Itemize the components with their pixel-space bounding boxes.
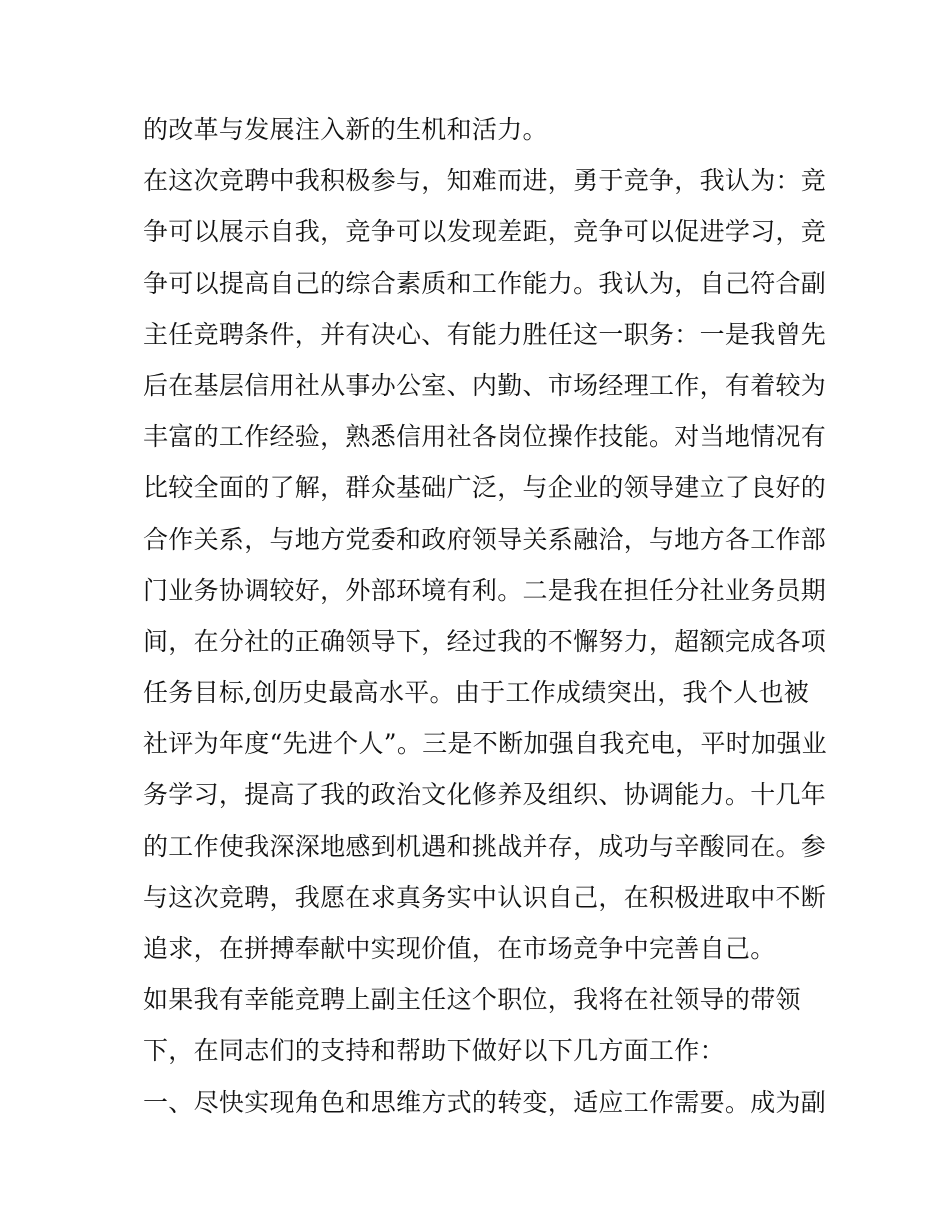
text-line: 下，在同志们的支持和帮助下做好以下几方面工作： bbox=[143, 1036, 725, 1066]
document-body bbox=[143, 104, 827, 1128]
text-line: 主任竞聘条件，并有决心、有能力胜任这一职务：一是我曾先 bbox=[143, 319, 827, 349]
text-line: 任务目标,创历史最高水平。由于工作成绩突出，我个人也被 bbox=[143, 678, 810, 708]
text-line: 的改革与发展注入新的生机和活力。 bbox=[143, 115, 548, 144]
text-line: 与这次竞聘，我愿在求真务实中认识自己，在积极进取中不断 bbox=[143, 882, 827, 912]
text-line: 在这次竞聘中我积极参与，知难而进，勇于竞争，我认为：竞 bbox=[143, 166, 827, 196]
text-line: 合作关系，与地方党委和政府领导关系融洽，与地方各工作部 bbox=[143, 524, 827, 554]
text-line: 的工作使我深深地感到机遇和挑战并存，成功与辛酸同在。参 bbox=[143, 831, 827, 861]
text-line: 社评为年度“先进个人”。三是不断加强自我充电，平时加强业 bbox=[143, 729, 827, 759]
text-line: 追求，在拼搏奉献中实现价值，在市场竞争中完善自己。 bbox=[143, 934, 776, 963]
text-line: 间，在分社的正确领导下，经过我的不懈努力，超额完成各项 bbox=[143, 626, 827, 656]
text-line: 如果我有幸能竞聘上副主任这个职位，我将在社领导的带领 bbox=[143, 985, 801, 1015]
text-line: 一、尽快实现角色和思维方式的转变，适应工作需要。成为副 bbox=[143, 1087, 827, 1117]
text-line: 门业务协调较好，外部环境有利。二是我在担任分社业务员期 bbox=[143, 575, 827, 605]
text-line: 后在基层信用社从事办公室、内勤、市场经理工作，有着较为 bbox=[143, 370, 827, 400]
text-line: 比较全面的了解，群众基础广泛，与企业的领导建立了良好的 bbox=[143, 473, 827, 503]
text-line: 争可以提高自己的综合素质和工作能力。我认为，自己符合副 bbox=[143, 268, 827, 298]
text-line: 务学习，提高了我的政治文化修养及组织、协调能力。十几年 bbox=[143, 780, 827, 810]
text-line: 丰富的工作经验，熟悉信用社各岗位操作技能。对当地情况有 bbox=[143, 422, 827, 452]
text-line: 争可以展示自我，竞争可以发现差距，竞争可以促进学习，竞 bbox=[143, 217, 827, 247]
